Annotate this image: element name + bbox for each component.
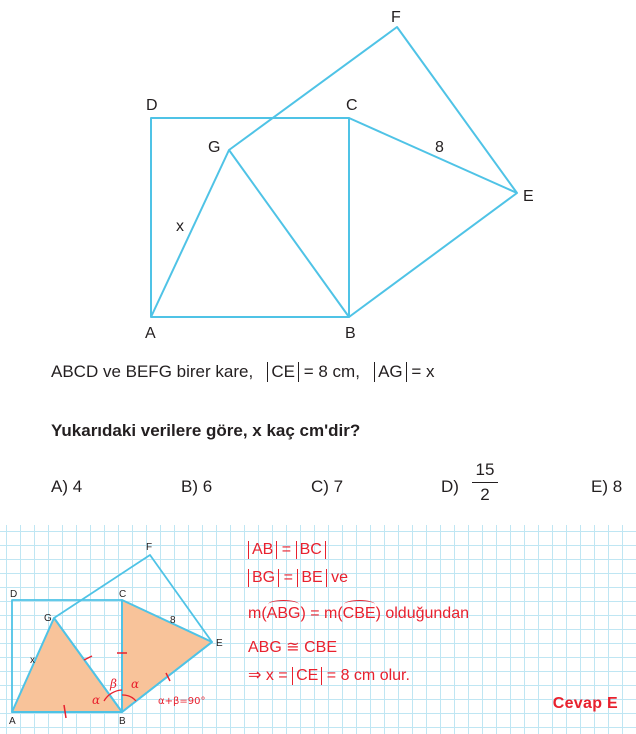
- option-a[interactable]: A) 4: [51, 477, 83, 496]
- sol-label-a: A: [9, 716, 16, 727]
- label-b: B: [345, 325, 356, 342]
- square-befg: [229, 27, 517, 317]
- option-c[interactable]: C) 7: [311, 477, 344, 496]
- problem-figure: [0, 0, 636, 345]
- given-prefix: ABCD ve BEFG birer kare,: [51, 362, 254, 381]
- fraction-numerator: 15: [475, 460, 495, 479]
- segment-ce-abs: CE: [267, 362, 299, 382]
- ag-value: = x: [411, 362, 435, 381]
- fraction-denominator: 2: [480, 485, 490, 504]
- segment-bg: BG: [248, 569, 279, 587]
- solution-figure: [0, 525, 240, 734]
- sol-label-b: B: [119, 716, 126, 727]
- sol-label-x: x: [30, 655, 35, 666]
- segment-ag-abs: AG: [374, 362, 407, 382]
- segment-ag: [151, 150, 229, 317]
- result-text: = 8 cm olur.: [326, 667, 410, 684]
- segment-bc: BC: [296, 541, 326, 559]
- label-x: x: [176, 218, 184, 235]
- label-c: C: [346, 97, 358, 114]
- angle-beta: β: [110, 677, 117, 691]
- label-e: E: [523, 188, 534, 205]
- fraction-bar: [472, 482, 498, 483]
- question-text: Yukarıdaki verilere göre, x kaç cm'dir?: [51, 421, 361, 440]
- tick-bg: [84, 656, 92, 660]
- option-e[interactable]: E) 8: [591, 477, 623, 496]
- label-g: G: [208, 139, 221, 156]
- sol-label-d: D: [10, 589, 18, 600]
- measure-mid: ) = m(: [300, 605, 343, 622]
- equals: =: [283, 569, 293, 586]
- ce-value: = 8 cm,: [303, 362, 360, 381]
- segment-ce-solution: CE: [292, 667, 322, 685]
- label-d: D: [146, 97, 158, 114]
- solution-line-5: [248, 665, 410, 685]
- option-b[interactable]: B) 6: [181, 477, 213, 496]
- sol-label-g: G: [44, 613, 52, 624]
- implies-x: ⇒ x =: [248, 667, 288, 684]
- angle-alpha-abg: α: [92, 693, 101, 707]
- solution-line-4: ABG ≅ CBE: [248, 639, 337, 656]
- angle-alpha-cbe: α: [131, 677, 140, 691]
- option-d[interactable]: D): [441, 477, 459, 496]
- sol-label-c: C: [119, 589, 127, 600]
- option-d-fraction[interactable]: [470, 459, 500, 506]
- segment-ce: [349, 118, 517, 193]
- solution-line-3: [248, 605, 469, 623]
- given-statement: [51, 362, 435, 382]
- word-ve: ve: [331, 569, 349, 586]
- label-ce-length: 8: [435, 139, 444, 156]
- alpha-beta-sum: α+β=90°: [158, 696, 206, 707]
- label-a: A: [145, 325, 156, 342]
- measure-open: m(: [248, 605, 267, 622]
- segment-ab: AB: [248, 541, 277, 559]
- solution-line-1: [248, 541, 326, 559]
- label-f: F: [391, 9, 401, 26]
- angle-cbe: CBE: [342, 605, 376, 622]
- answer-label: Cevap E: [552, 695, 618, 712]
- sol-label-e: E: [216, 638, 223, 649]
- solution-line-2: [248, 569, 348, 587]
- measure-tail: ) olduğundan: [375, 605, 469, 622]
- sol-label-f: F: [146, 542, 153, 553]
- segment-be: BE: [297, 569, 326, 587]
- angle-abg: ABG: [266, 605, 301, 622]
- sol-label-8: 8: [170, 615, 176, 626]
- equals: =: [281, 541, 292, 558]
